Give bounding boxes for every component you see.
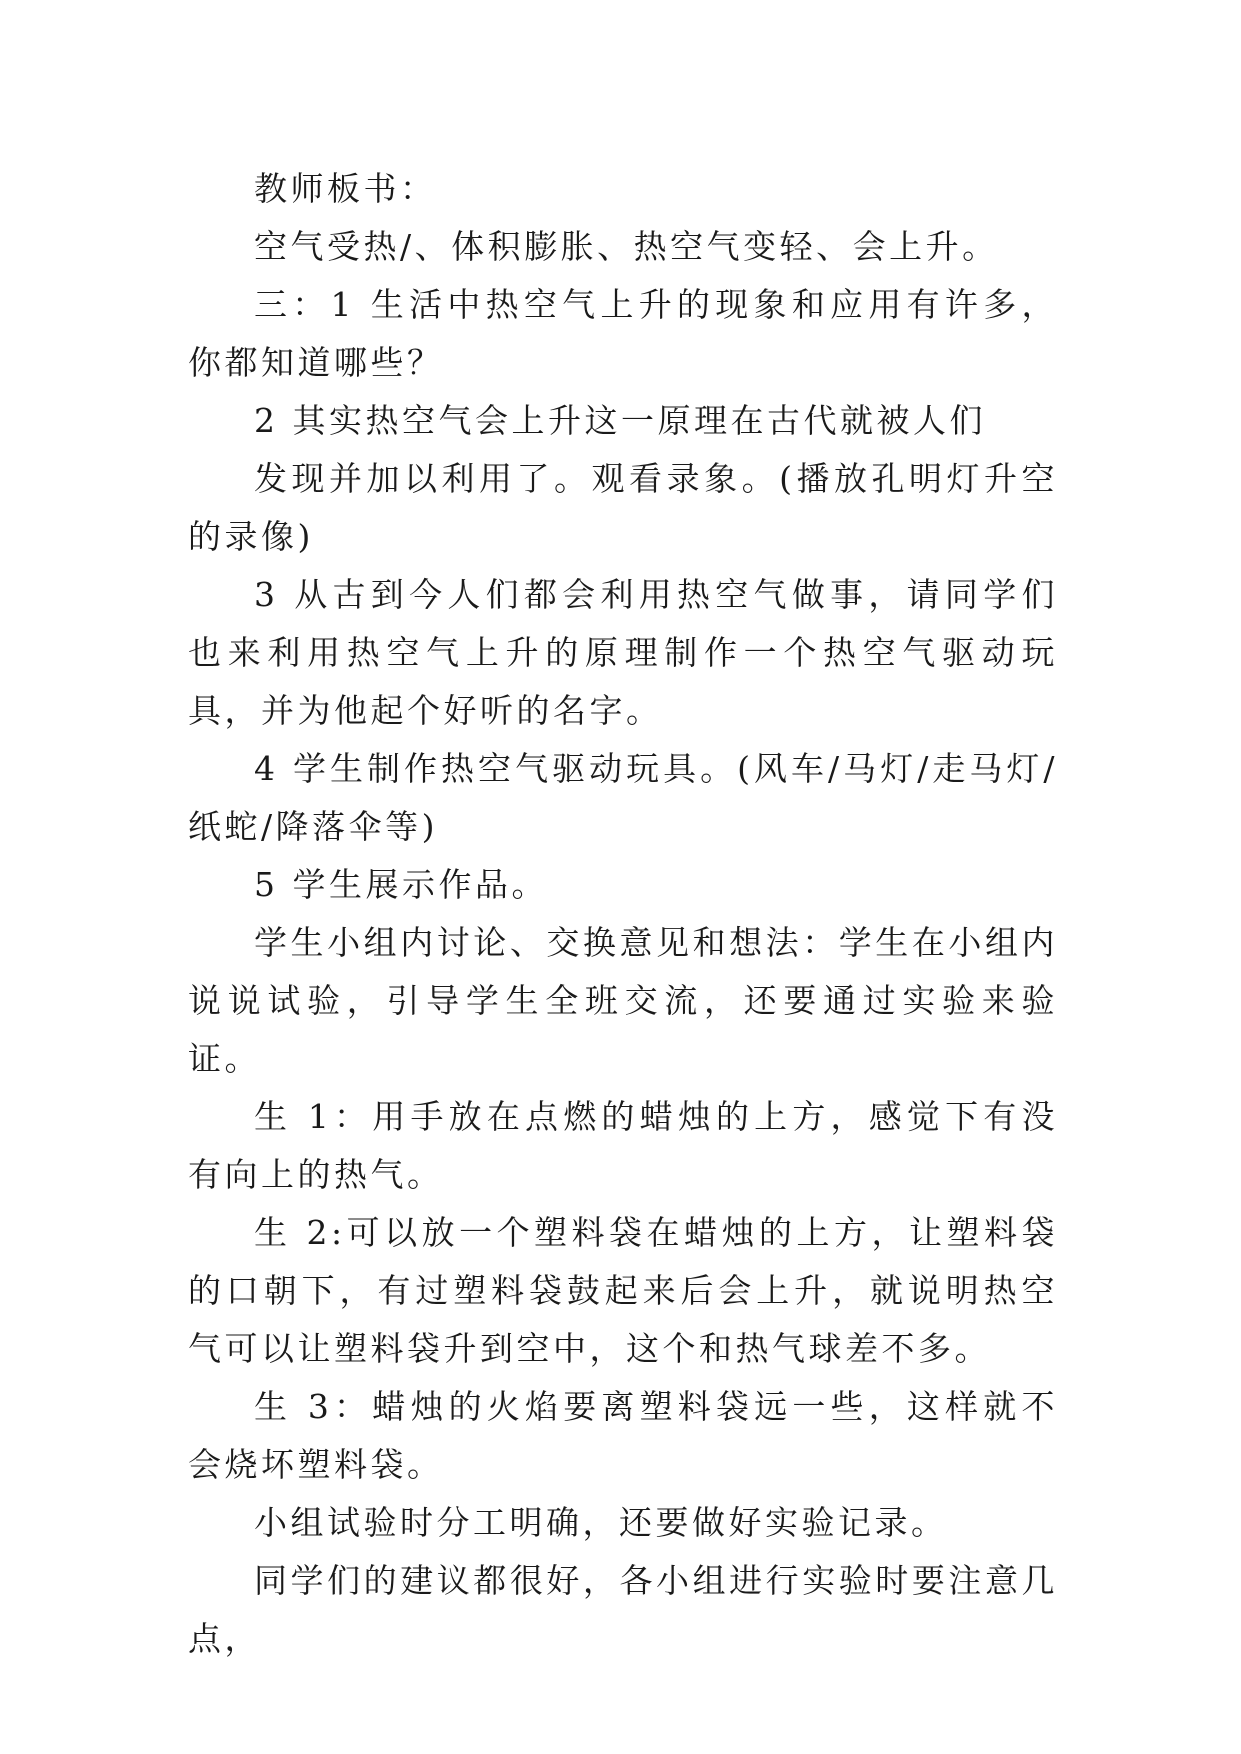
paragraph-step-3-1: 三：1 生活中热空气上升的现象和应用有许多，你都知道哪些？ — [188, 285, 1058, 382]
paragraph-closing-note: 同学们的建议都很好，各小组进行实验时要注意几点， — [188, 1561, 1058, 1658]
paragraph-student-1: 生 1：用手放在点燃的蜡烛的上方，感觉下有没有向上的热气。 — [188, 1097, 1058, 1194]
paragraph-step-3-2: 2 其实热空气会上升这一原理在古代就被人们 — [254, 401, 986, 440]
paragraph-group-roles: 小组试验时分工明确，还要做好实验记录。 — [254, 1503, 948, 1542]
paragraph-board-heading: 教师板书： — [254, 169, 437, 208]
paragraph-step-3-2-continued: 发现并加以利用了。观看录象。(播放孔明灯升空的录像) — [188, 459, 1058, 556]
document-body — [188, 160, 1058, 1668]
paragraph-student-2: 生 2:可以放一个塑料袋在蜡烛的上方，让塑料袋的口朝下，有过塑料袋鼓起来后会上升，就说明热空气可以让塑料袋升到空中，这个和热气球差不多。 — [188, 1213, 1058, 1368]
paragraph-step-3-4: 4 学生制作热空气驱动玩具。(风车/马灯/走马灯/纸蛇/降落伞等) — [188, 749, 1058, 846]
paragraph-step-3-5: 5 学生展示作品。 — [254, 865, 548, 904]
paragraph-student-3: 生 3：蜡烛的火焰要离塑料袋远一些，这样就不会烧坏塑料袋。 — [188, 1387, 1058, 1484]
paragraph-group-discussion: 学生小组内讨论、交换意见和想法：学生在小组内说说试验，引导学生全班交流，还要通过实验来验证。 — [188, 923, 1058, 1078]
paragraph-step-3-3: 3 从古到今人们都会利用热空气做事，请同学们也来利用热空气上升的原理制作一个热空气驱动玩具，并为他起个好听的名字。 — [188, 575, 1058, 730]
paragraph-board-content: 空气受热/、体积膨胀、热空气变轻、会上升。 — [254, 227, 999, 266]
